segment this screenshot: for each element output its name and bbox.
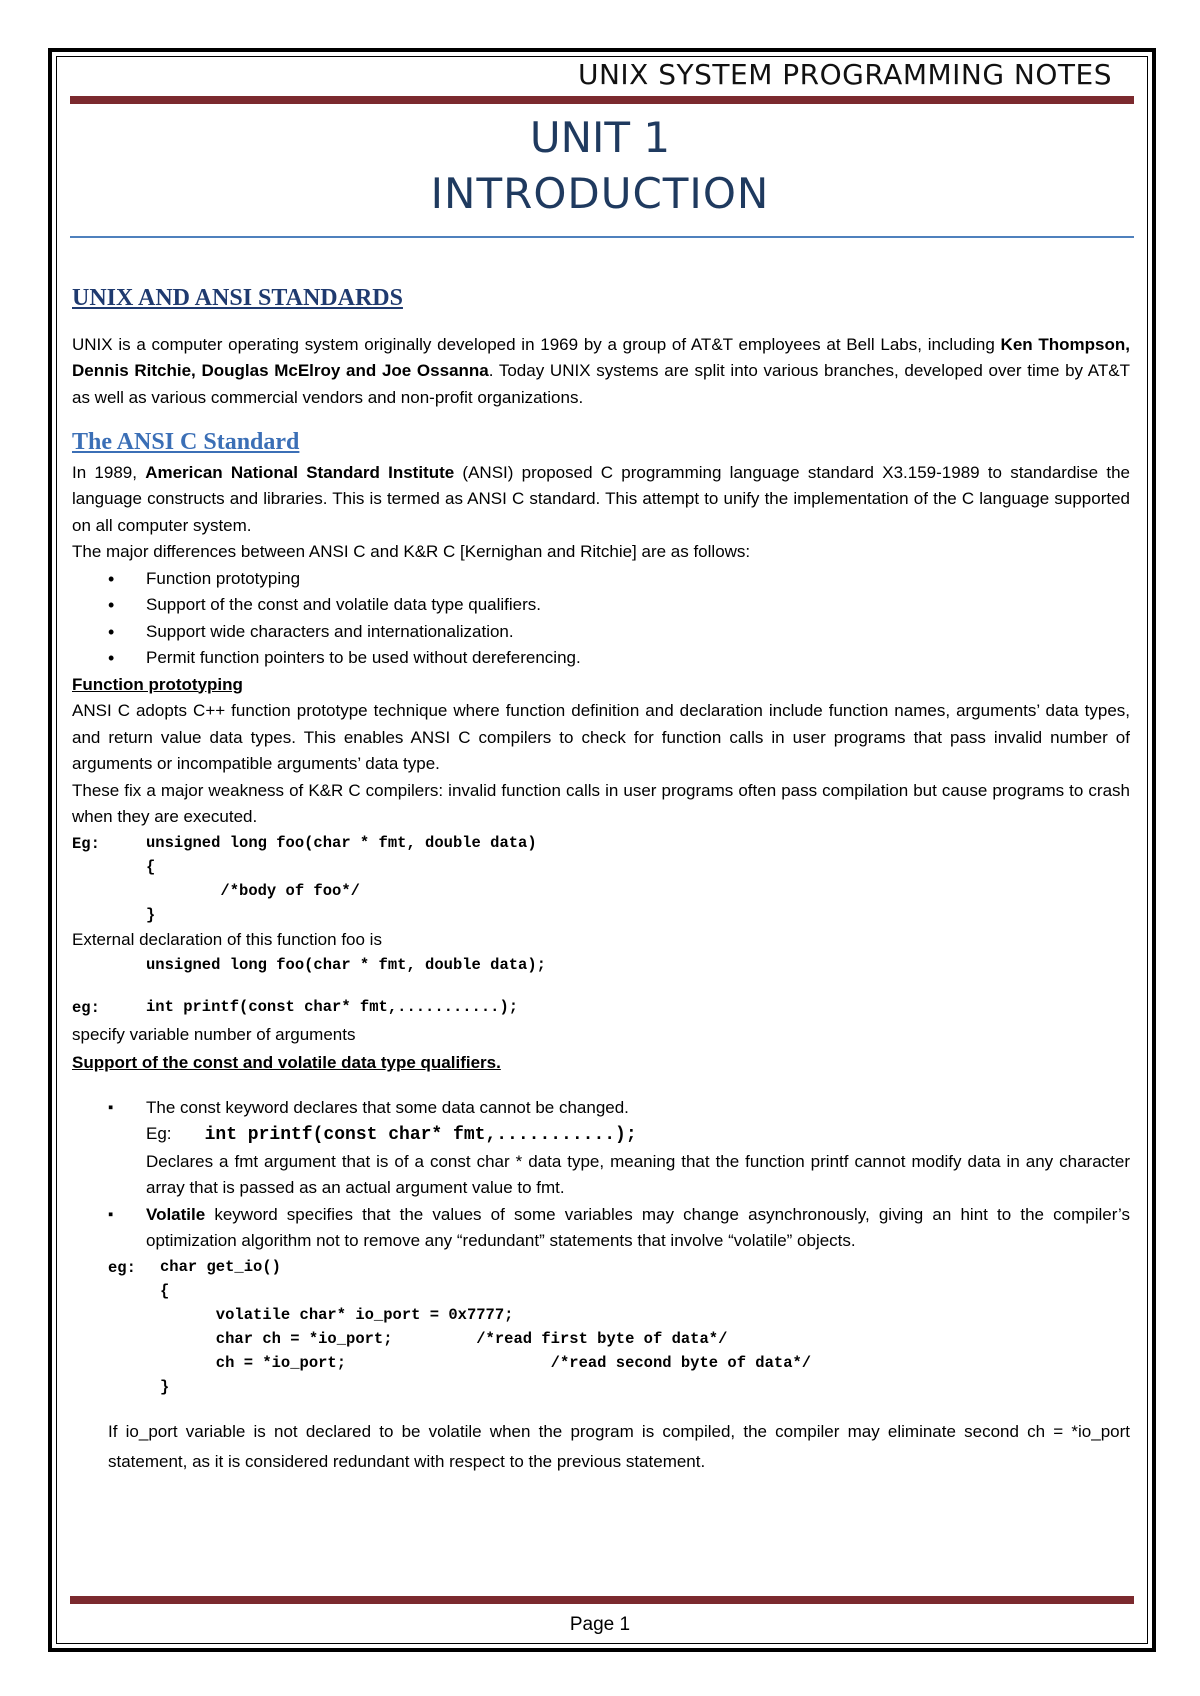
unit-number: UNIT 1: [529, 113, 671, 162]
page-content: [72, 285, 1130, 1477]
differences-intro: The major differences between ANSI C and K&R C [Kernighan and Ritchie] are as follows:: [72, 542, 751, 561]
unix-intro-text-b: . Today UNIX systems are split into various branches, developed over time by AT&T as well as various commercial vendors and non-profit organizations.: [72, 361, 1130, 407]
qualifiers-heading: Support of the const and volatile data type qualifiers.: [72, 1053, 501, 1072]
eg-label: Eg:: [72, 834, 100, 853]
code-block: unsigned long foo(char * fmt, double data) { /*body of foo*/ }: [146, 833, 537, 924]
header-rule: [70, 96, 1134, 104]
unix-intro-text-a: UNIX is a computer operating system originally developed in 1969 by a group of AT&T employees at Bell Labs, including: [72, 334, 1001, 354]
list-item: • Support of the const and volatile data type qualifiers.: [72, 592, 1130, 619]
ansi-text-b: (ANSI) proposed C programming language standard X3.159-1989 to standardise the language constructs and libraries. This is termed as ANSI C standard. This attempt to unify the implementation of the C language supported on all computer system.: [72, 462, 1130, 535]
list-item: • Function prototyping: [72, 566, 1130, 593]
eg-label: Eg:: [146, 1124, 172, 1143]
code-block: unsigned long foo(char * fmt, double data);: [146, 956, 546, 974]
code-block: char get_io() { volatile char* io_port = 0x7777; char ch = *io_port; /*read first byte of data*/ ch = *io_port; /*read second byte of data*/ }: [160, 1257, 812, 1396]
unix-intro-paragraph: [72, 332, 1130, 412]
const-description: Declares a fmt argument that is of a const char * data type, meaning that the function printf cannot modify data in any character array that is passed as an actual argument value to fmt.: [146, 1151, 1130, 1197]
const-example: [146, 1121, 1130, 1149]
unix-creators: Ken Thompson, Dennis Ritchie, Douglas McElroy and Joe Ossanna: [72, 334, 1130, 380]
list-item-volatile: [72, 1202, 1130, 1255]
unit-title: [0, 110, 1200, 222]
code-indent: [72, 953, 146, 977]
volatile-keyword: Volatile: [146, 1204, 206, 1224]
code-example-1: [72, 831, 1130, 927]
external-declaration-text: External declaration of this function foo is: [72, 929, 382, 949]
spacer: [72, 977, 1130, 995]
spacer: [72, 1399, 1130, 1417]
code-example-volatile: [72, 1255, 1130, 1399]
const-text: ▪ The const keyword declares that some data cannot be changed.: [146, 1097, 629, 1117]
ansi-paragraph: [72, 460, 1130, 540]
eg-label: eg:: [72, 999, 100, 1017]
prototype-paragraph-2: These fix a major weakness of K&R C compilers: invalid function calls in user programs often pass compilation but cause programs to crash when they are executed.: [72, 780, 1130, 826]
list-item: • Permit function pointers to be used without dereferencing.: [72, 645, 1130, 672]
function-prototyping-heading: Function prototyping: [72, 674, 243, 694]
spacer: [72, 1077, 1130, 1095]
ansi-org-name: American National Standard Institute: [145, 462, 455, 482]
section-heading-unix-ansi: UNIX AND ANSI STANDARDS: [72, 285, 403, 311]
differences-list: [72, 566, 1130, 672]
volatile-closing-paragraph: If io_port variable is not declared to be volatile when the program is compiled, the compiler may eliminate second ch = *io_port statement, as it is considered redundant with respect to the previous statement.: [108, 1421, 1130, 1471]
ansi-text-a: In 1989,: [72, 462, 146, 482]
footer-rule: [70, 1596, 1134, 1604]
qualifiers-list: [72, 1095, 1130, 1255]
list-item-const: [72, 1095, 1130, 1202]
ansi-c-heading: The ANSI C Standard: [72, 429, 300, 455]
page-number: Page 1: [569, 1614, 631, 1635]
code-block: int printf(const char* fmt,...........);: [146, 998, 519, 1016]
code-example-3: [72, 995, 1130, 1022]
title-rule: [70, 236, 1134, 238]
volatile-text: keyword specifies that the values of some variables may change asynchronously, giving an hint to the compiler’s optimization algorithm not to remove any “redundant” statements that involve “volatile” objects.: [146, 1204, 1130, 1250]
code-example-2: [72, 953, 1130, 977]
list-item: • Support wide characters and internationalization.: [72, 619, 1130, 646]
const-example-code: int printf(const char* fmt,...........);: [204, 1125, 637, 1145]
varargs-text: specify variable number of arguments: [72, 1024, 356, 1044]
prototype-paragraph-1: ANSI C adopts C++ function prototype technique where function definition and declaration include function names, arguments’ data types, and return value data types. This enables ANSI C compilers to check for function calls in user programs that pass invalid number of arguments or incompatible arguments’ data type.: [72, 701, 1130, 773]
eg-label: eg:: [108, 1258, 136, 1277]
header-title: UNIX SYSTEM PROGRAMMING NOTES: [577, 58, 1112, 91]
unit-name: INTRODUCTION: [430, 169, 770, 218]
